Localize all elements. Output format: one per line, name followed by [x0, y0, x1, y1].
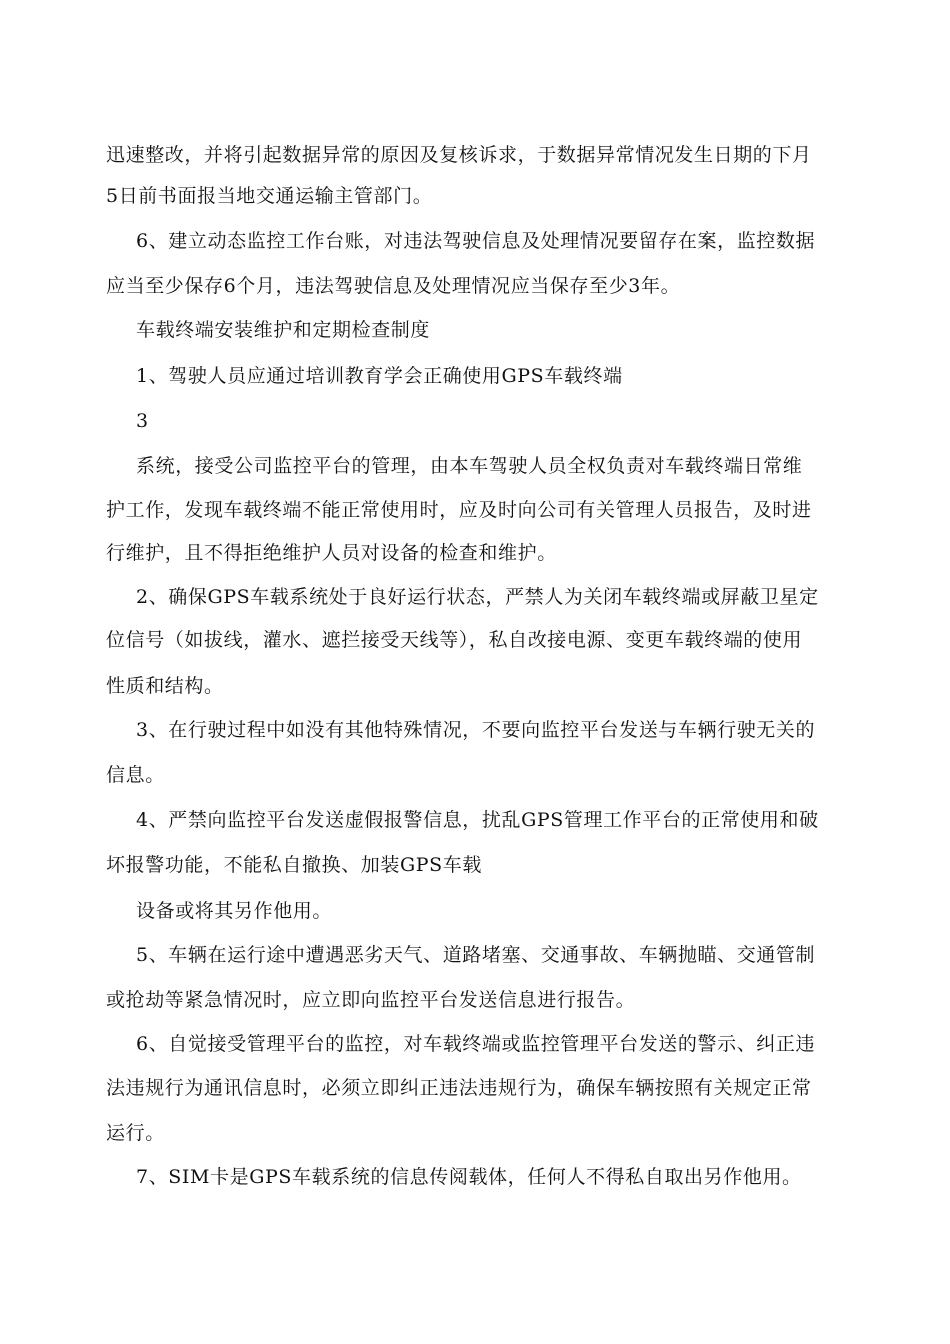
text-line: 迅速整改，并将引起数据异常的原因及复核诉求，于数据异常情况发生日期的下月: [106, 144, 812, 166]
text-line: 7、SIM卡是GPS车载系统的信息传阅载体，任何人不得私自取出另作他用。: [136, 1166, 802, 1188]
text-line: 6、自觉接受管理平台的监控，对车载终端或监控管理平台发送的警示、纠正违: [136, 1033, 816, 1055]
text-line: 坏报警功能，不能私自撤换、加装GPS车载: [106, 854, 482, 876]
text-line: 性质和结构。: [106, 675, 224, 697]
text-line: 6、建立动态监控工作台账，对违法驾驶信息及处理情况要留存在案，监控数据: [136, 230, 816, 252]
text-line: 1、驾驶人员应通过培训教育学会正确使用GPS车载终端: [136, 365, 623, 387]
text-line: 3、在行驶过程中如没有其他特殊情况，不要向监控平台发送与车辆行驶无关的: [136, 719, 816, 741]
page-number: 3: [136, 410, 149, 432]
text-line: 4、严禁向监控平台发送虚假报警信息，扰乱GPS管理工作平台的正常使用和破: [136, 809, 819, 831]
text-line: 信息。: [106, 764, 165, 786]
text-line: 行维护，且不得拒绝维护人员对设备的检查和维护。: [106, 542, 557, 564]
text-line: 5日前书面报当地交通运输主管部门。: [106, 185, 433, 207]
section-heading: 车载终端安装维护和定期检查制度: [136, 319, 431, 341]
text-line: 位信号（如拔线，灌水、遮拦接受天线等），私自改接电源、变更车载终端的使用: [106, 629, 803, 651]
text-line: 法违规行为通讯信息时，必须立即纠正违法违规行为，确保车辆按照有关规定正常: [106, 1077, 812, 1099]
text-line: 应当至少保存6个月，违法驾驶信息及处理情况应当保存至少3年。: [106, 275, 681, 297]
text-line: 5、车辆在运行途中遭遇恶劣天气、道路堵塞、交通事故、车辆抛瞄、交通管制: [136, 944, 816, 966]
text-line: 设备或将其另作他用。: [136, 900, 333, 922]
text-line: 护工作，发现车载终端不能正常使用时，应及时向公司有关管理人员报告，及时进: [106, 499, 812, 521]
text-line: 运行。: [106, 1122, 165, 1144]
text-line: 或抢劫等紧急情况时，应立即向监控平台发送信息进行报告。: [106, 989, 636, 1011]
text-line: 系统，接受公司监控平台的管理，由本车驾驶人员全权负责对车载终端日常维: [136, 455, 803, 477]
text-line: 2、确保GPS车载系统处于良好运行状态，严禁人为关闭车载终端或屏蔽卫星定: [136, 586, 819, 608]
